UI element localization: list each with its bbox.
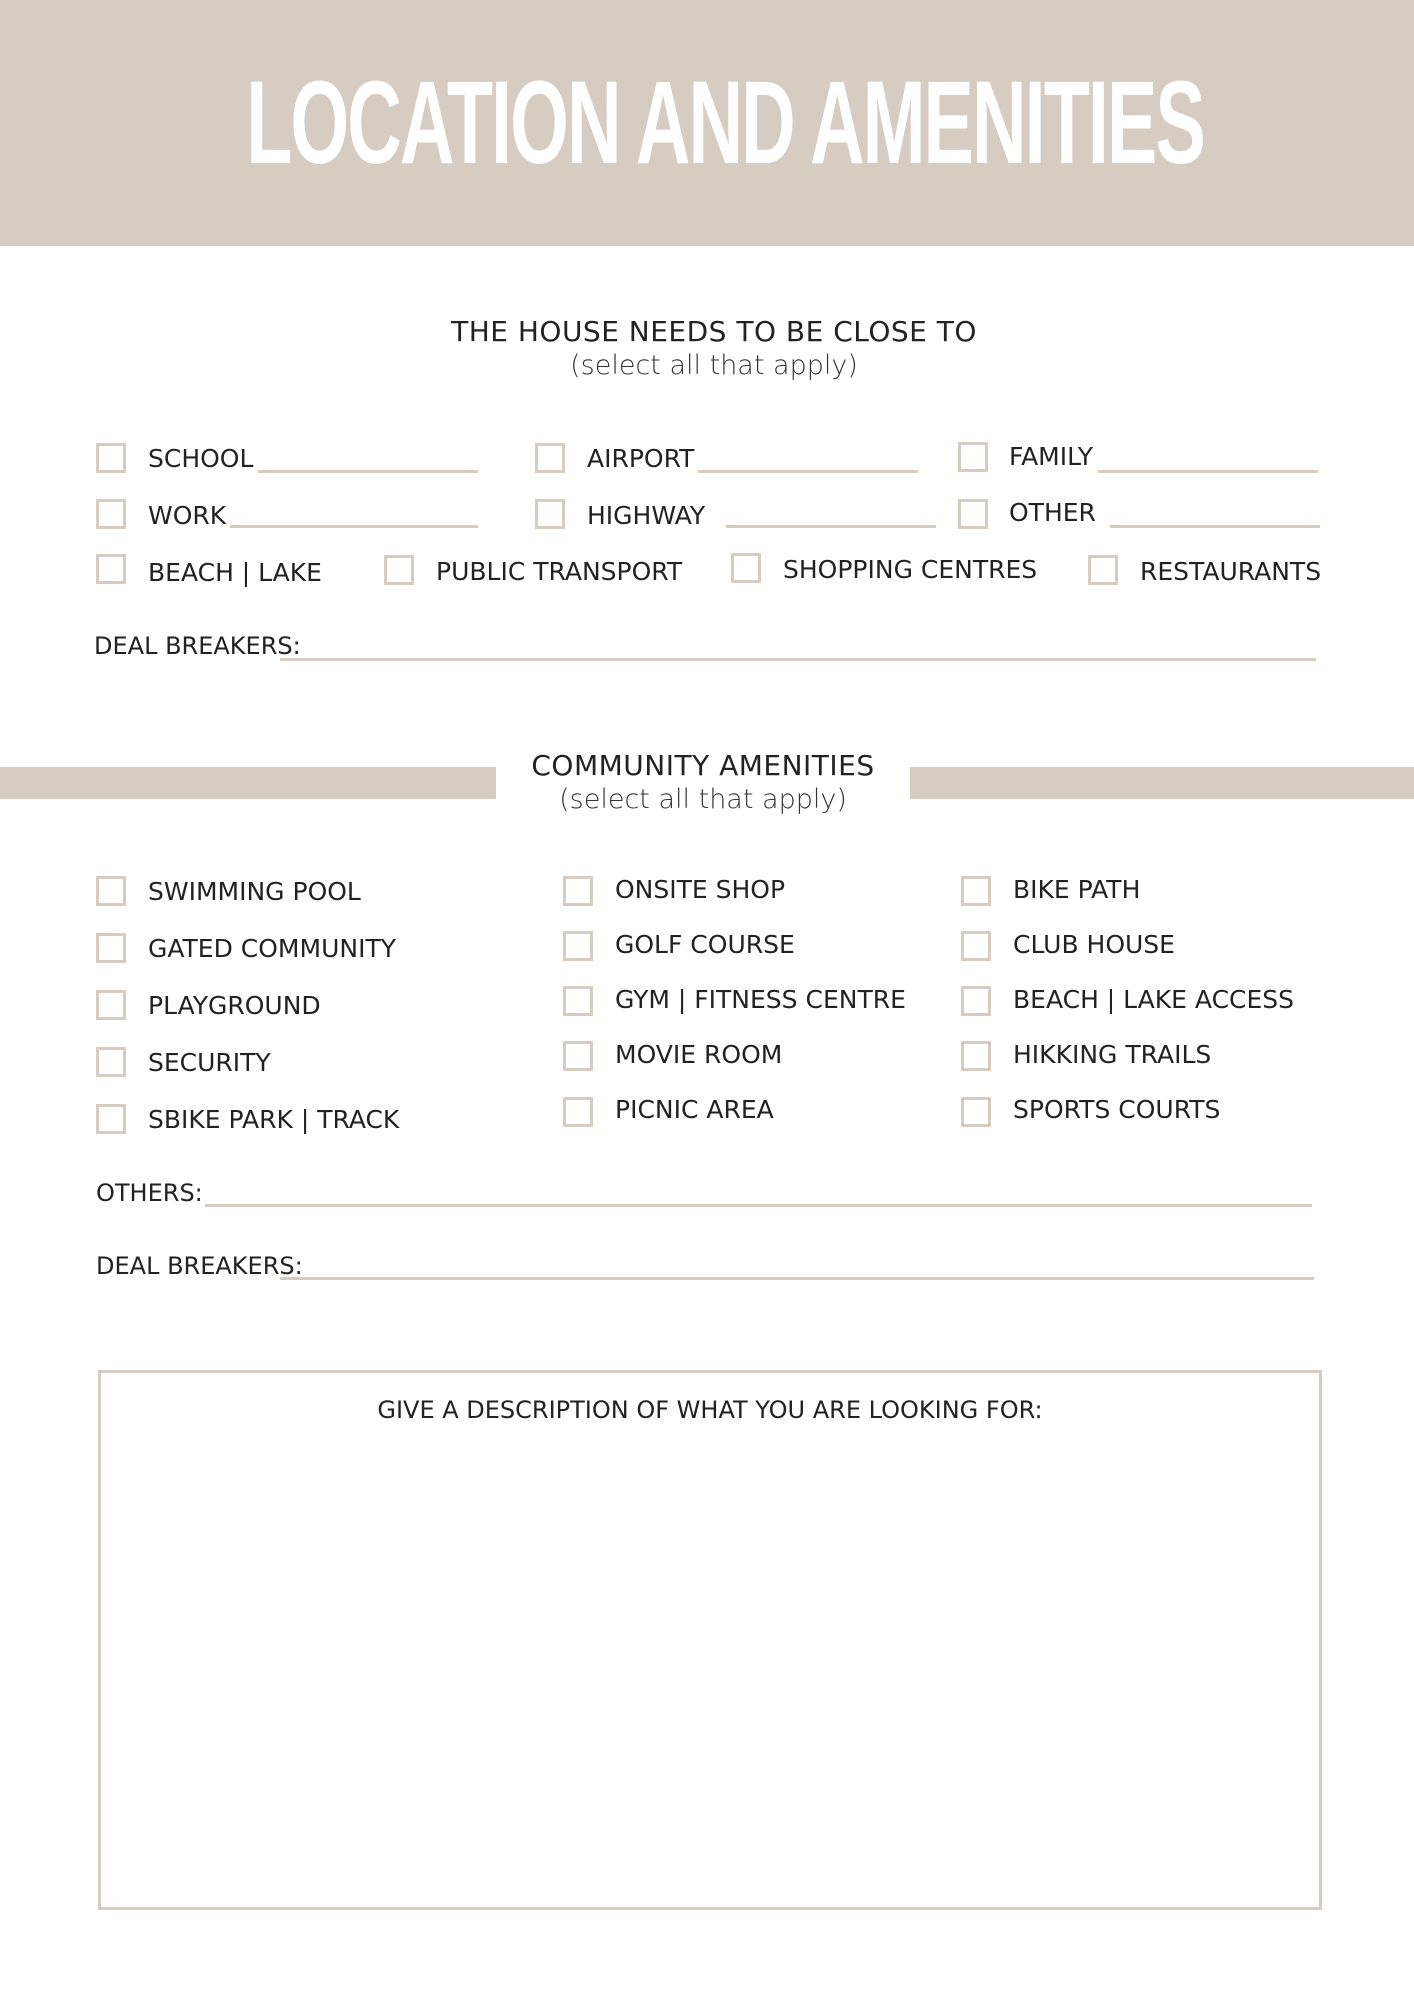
shopping-centres-checkbox[interactable] (731, 553, 761, 583)
work-checkbox[interactable] (96, 499, 126, 529)
bike-path-checkbox[interactable] (961, 876, 991, 906)
deal-breakers-label-2: DEAL BREAKERS: (96, 1252, 303, 1280)
description-box[interactable] (98, 1370, 1322, 1910)
highway-checkbox[interactable] (535, 499, 565, 529)
others-line[interactable] (205, 1204, 1312, 1207)
hiking-trails-checkbox[interactable] (961, 1041, 991, 1071)
club-house-checkbox[interactable] (961, 931, 991, 961)
section-band-left (0, 767, 496, 799)
public-transport-label: PUBLIC TRANSPORT (436, 557, 683, 586)
amenity-label: HIKKING TRAILS (1013, 1040, 1212, 1069)
deal-breakers-line[interactable] (280, 658, 1316, 661)
amenity-label: PLAYGROUND (148, 991, 321, 1020)
swimming-pool-checkbox[interactable] (96, 876, 126, 906)
amenity-label: BEACH | LAKE ACCESS (1013, 985, 1295, 1014)
airport-line[interactable] (698, 470, 918, 473)
restaurants-checkbox[interactable] (1088, 555, 1118, 585)
amenity-label: GOLF COURSE (615, 930, 795, 959)
airport-checkbox[interactable] (535, 443, 565, 473)
community-title: COMMUNITY AMENITIES (531, 749, 875, 782)
school-line[interactable] (258, 470, 478, 473)
deal-breakers-label: DEAL BREAKERS: (94, 632, 301, 660)
close-to-subtitle: (select all that apply) (570, 350, 858, 381)
amenity-label: PICNIC AREA (615, 1095, 774, 1124)
beach-lake-access-checkbox[interactable] (961, 986, 991, 1016)
section-band-right (910, 767, 1414, 799)
amenity-label: SWIMMING POOL (148, 877, 361, 906)
work-label: WORK (148, 501, 227, 530)
sports-courts-checkbox[interactable] (961, 1097, 991, 1127)
highway-line[interactable] (726, 525, 936, 528)
beach-lake-label: BEACH | LAKE (148, 558, 322, 587)
amenity-label: GATED COMMUNITY (148, 934, 396, 963)
page-title: LOCATION AND AMENITIES (246, 57, 1204, 189)
amenity-label: SECURITY (148, 1048, 271, 1077)
amenity-label: GYM | FITNESS CENTRE (615, 985, 906, 1014)
school-label: SCHOOL (148, 444, 254, 473)
playground-checkbox[interactable] (96, 990, 126, 1020)
movie-room-checkbox[interactable] (563, 1041, 593, 1071)
others-label: OTHERS: (96, 1179, 203, 1207)
golf-course-checkbox[interactable] (563, 931, 593, 961)
amenity-label: MOVIE ROOM (615, 1040, 783, 1069)
amenity-label: CLUB HOUSE (1013, 930, 1175, 959)
other-line[interactable] (1110, 525, 1320, 528)
bike-park-checkbox[interactable] (96, 1104, 126, 1134)
security-checkbox[interactable] (96, 1047, 126, 1077)
gym-checkbox[interactable] (563, 986, 593, 1016)
deal-breakers-line-2[interactable] (280, 1277, 1314, 1280)
community-subtitle: (select all that apply) (559, 784, 847, 815)
highway-label: HIGHWAY (587, 501, 706, 530)
other-label: OTHER (1009, 498, 1096, 527)
amenity-label: ONSITE SHOP (615, 875, 786, 904)
public-transport-checkbox[interactable] (384, 555, 414, 585)
gated-community-checkbox[interactable] (96, 933, 126, 963)
airport-label: AIRPORT (587, 444, 695, 473)
family-label: FAMILY (1009, 442, 1094, 471)
shopping-centres-label: SHOPPING CENTRES (783, 555, 1038, 584)
beach-lake-checkbox[interactable] (96, 554, 126, 584)
amenity-label: BIKE PATH (1013, 875, 1141, 904)
restaurants-label: RESTAURANTS (1140, 557, 1322, 586)
onsite-shop-checkbox[interactable] (563, 876, 593, 906)
work-line[interactable] (230, 525, 478, 528)
amenity-label: SBIKE PARK | TRACK (148, 1105, 400, 1134)
family-line[interactable] (1098, 470, 1318, 473)
close-to-title: THE HOUSE NEEDS TO BE CLOSE TO (451, 315, 977, 348)
amenity-label: SPORTS COURTS (1013, 1095, 1221, 1124)
school-checkbox[interactable] (96, 443, 126, 473)
family-checkbox[interactable] (958, 442, 988, 472)
description-label: GIVE A DESCRIPTION OF WHAT YOU ARE LOOKING FOR: (377, 1396, 1043, 1424)
picnic-area-checkbox[interactable] (563, 1097, 593, 1127)
other-checkbox[interactable] (958, 499, 988, 529)
